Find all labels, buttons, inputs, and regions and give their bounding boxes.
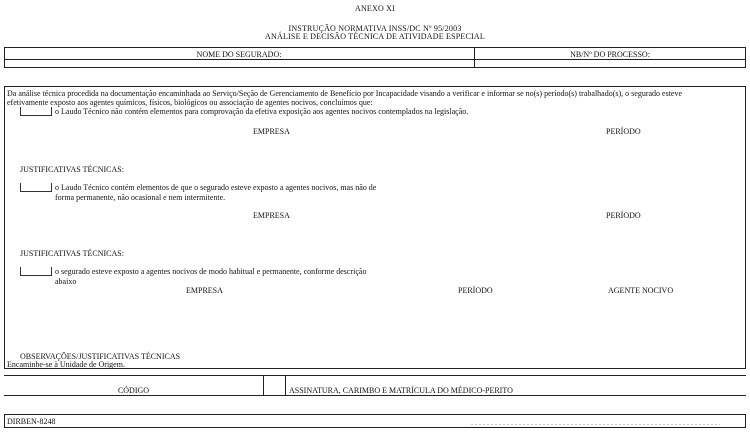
section-3-agente-header: AGENTE NOCIVO (608, 286, 674, 295)
section-1-periodo-header: PERÍODO (606, 127, 641, 136)
section-2-empresa-header: EMPRESA (253, 211, 290, 220)
option-2-text-line-2: forma permanente, não ocasional e nem intermitente. (55, 193, 226, 202)
form-code: DIRBEN-8248 (7, 417, 56, 426)
option-3-text-line-2: abaixo (55, 277, 77, 286)
annex-title: ANEXO XI (354, 4, 396, 13)
option-3-text-line-1: o segurado esteve exposto a agentes nocivos de modo habitual e permanente, conforme descrição (55, 267, 367, 276)
form-code-box (4, 414, 746, 428)
section-1-justification-label: JUSTIFICATIVAS TÉCNICAS: (20, 165, 124, 174)
intro-line-1: Da análise técnica procedida na documentação encaminhada ao Serviço/Seção de Gerenciamento de Benefício por Incapacidade visando a verificar e informar se no(s) período(s) trabalhado(s), o segurado esteve (7, 89, 683, 98)
instruction-title: INSTRUÇÃO NORMATIVA INSS/DC Nº 95/2003 (288, 24, 462, 33)
intro-line-2: efetivamente exposto aos agentes químicos, físicos, biológicos ou associação de agentes nocivos, concluímos que: (7, 98, 373, 107)
section-3-empresa-header: EMPRESA (186, 286, 223, 295)
option-1-checkbox[interactable] (20, 107, 52, 116)
option-2-checkbox[interactable] (20, 183, 52, 192)
section-3-periodo-header: PERÍODO (458, 286, 493, 295)
signature-divider-left (263, 375, 264, 395)
signature-label: ASSINATURA, CARIMBO E MATRÍCULA DO MÉDICO-PERITO (289, 386, 513, 395)
section-1-empresa-header: EMPRESA (253, 127, 290, 136)
observations-label: OBSERVAÇÕES/JUSTIFICATIVAS TÉCNICAS (20, 352, 181, 361)
insured-name-label: NOME DO SEGURADO: (196, 50, 282, 59)
code-label: CÓDIGO (117, 386, 150, 395)
option-2-text-line-1: o Laudo Técnico contém elementos de que o segurado esteve exposto a agentes nocivos, mas não de (55, 183, 377, 192)
process-number-label: NB/Nº DO PROCESSO: (570, 50, 650, 59)
signature-divider-right (285, 375, 286, 395)
document-subtitle: ANÁLISE E DECISÃO TÉCNICA DE ATIVIDADE ESPECIAL (265, 32, 485, 41)
section-2-justification-label: JUSTIFICATIVAS TÉCNICAS: (20, 249, 124, 258)
option-1-text: o Laudo Técnico não contém elementos para comprovação da efetiva exposição aos agentes nocivos contemplados na legislação. (55, 107, 469, 116)
option-3-checkbox[interactable] (20, 267, 52, 276)
section-2-periodo-header: PERÍODO (606, 211, 641, 220)
scan-noise (470, 424, 720, 425)
signature-top-line (4, 375, 746, 376)
forward-instruction: Encaminhe-se à Unidade de Origem. (7, 360, 125, 369)
